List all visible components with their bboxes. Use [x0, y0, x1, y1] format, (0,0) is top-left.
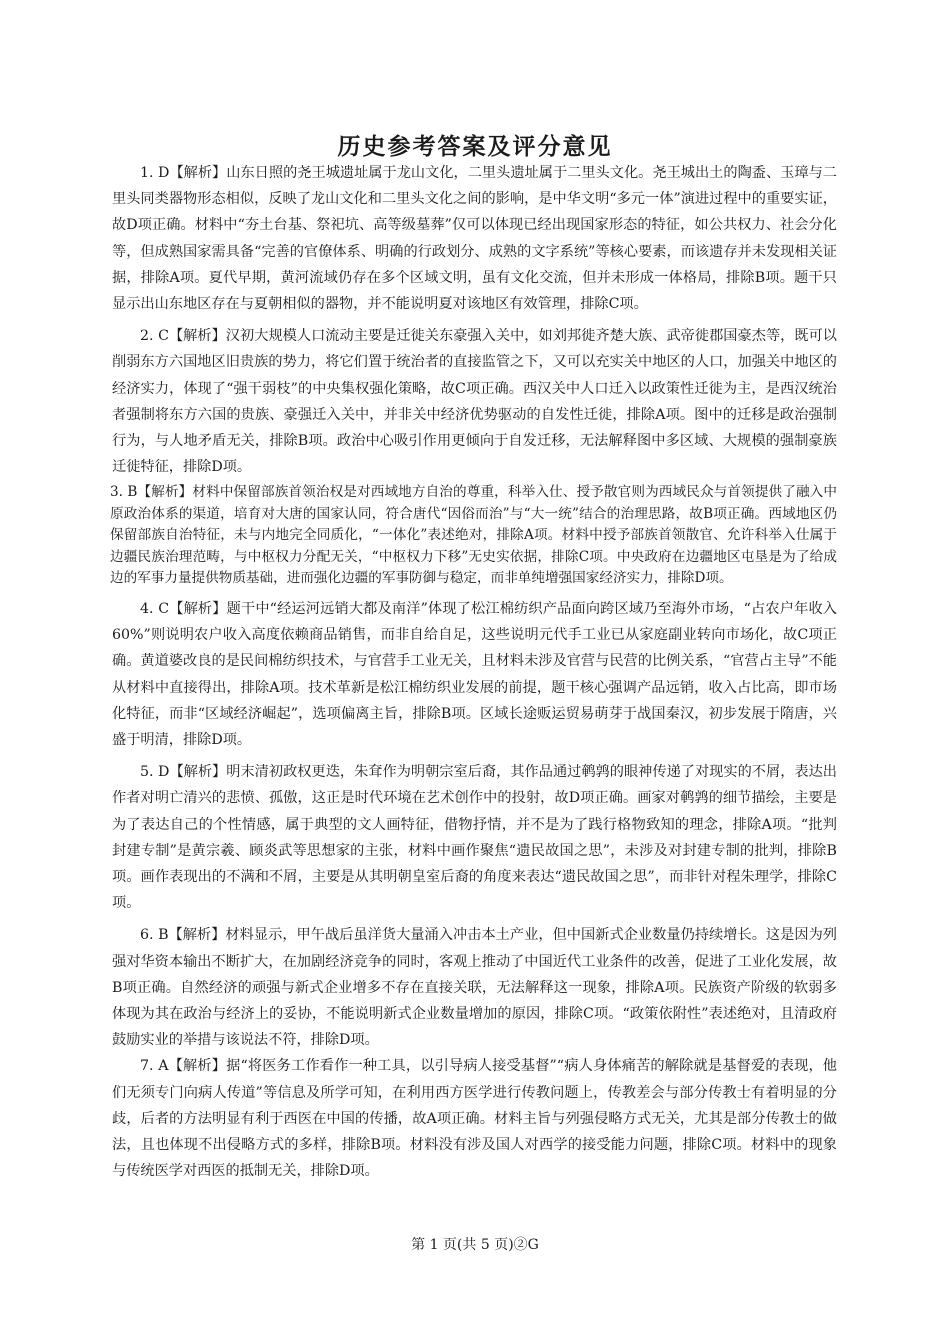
answer-3: 3. B【解析】材料中保留部族首领治权是对西域地方自治的尊重，科举入仕、授予散官则为西域民众与首领提供了融入中原政治体系的渠道，培育对大唐的国家认同，符合唐代“因俗而治”与“大一统”结合的治理思路，故B项正确。西域地区仍保留部族自治特征，未与内地完全同质化，“一体化”表述绝对，排除A项。材料中授予部族首领散官、允许科举入仕属于边疆民族治理范畴，与中枢权力分配无关，“中枢权力下移”无史实依据，排除C项。中央政府在边疆地区屯垦是为了给成边的军事力量提供物质基础，进而强化边疆的军事防御与稳定，而非单纯增强国家经济实力，排除D项。	[110, 484, 837, 587]
page-title: 历史参考答案及评分意见	[337, 134, 613, 160]
answer-6: 6. B【解析】材料显示，甲午战后虽洋货大量涌入冲击本土产业，但中国新式企业数量仍持续增长。这是因为列强对华资本输出不断扩大，在加剧经济竞争的同时，客观上推动了中国近代工业条件的改善，促进了工业化发展，故B项正确。自然经济的顽强与新式企业增多不存在直接关联，无法解释这一现象，排除A项。民族资产阶级的软弱多体现为其在政治与经济上的妥协，不能说明新式企业数量增加的原因，排除C项。“政策依附性”表述绝对，且清政府鼓励实业的举措与该说法不符，排除D项。	[112, 927, 837, 1049]
answer-4: 4. C【解析】题干中“经运河远销大都及南洋”体现了松江棉纺织产品面向跨区域乃至海外市场，“占农户年收入60%”则说明农户收入高度依赖商品销售，而非自给自足，这些说明元代手工业已从家庭副业转向市场化，故C项正确。黄道婆改良的是民间棉纺织技术，与官营手工业无关，且材料未涉及官营与民营的比例关系，“官营占主导”不能从材料中直接得出，排除A项。技术革新是松江棉纺织业发展的前提，题干核心强调产品远销，收入占比高，即市场化特征，而非“区域经济崛起”，选项偏离主旨，排除B项。区域长途贩运贸易萌芽于战国秦汉，初步发展于隋唐，兴盛于明清，排除D项。	[112, 600, 837, 748]
answer-1: 1. D【解析】山东日照的尧王城遗址属于龙山文化，二里头遗址属于二里头文化。尧王城出土的陶盉、玉璋与二里头同类器物形态相似，反映了龙山文化和二里头文化之间的影响，是中华文明“多元一体”演进过程中的重要实证，故D项正确。材料中“夯土台基、祭祀坑、高等级墓葬”仅可以体现已经出现国家形态的特征，如公共权力、社会分化等，但成熟国家需具备“完善的官僚体系、明确的行政划分、成熟的文字系统”等核心要素，而该遗存并未发现相关证据，排除A项。夏代早期，黄河流域仍存在多个区域文明，虽有文化交流，但并未形成一体格局，排除B项。题干只显示出山东地区存在与夏朝相似的器物，并不能说明夏对该地区有效管理，排除C项。	[112, 165, 837, 313]
answer-2: 2. C【解析】汉初大规模人口流动主要是迁徙关东豪强入关中，如刘邦徙齐楚大族、武帝徙郡国豪杰等，既可以削弱东方六国地区旧贵族的势力，将它们置于统治者的直接监管之下，又可以充实关中地区的人口，加强关中地区的经济实力，体现了“强干弱枝”的中央集权强化策略，故C项正确。西汉关中人口迁入以政策性迁徙为主，是西汉统治者强制将东方六国的贵族、豪强迁入关中，并非关中经济优势驱动的自发性迁徙，排除A项。图中的迁移是政治强制行为，与人地矛盾无关，排除B项。政治中心吸引作用更倾向于自发迁移，无法解释图中多区域、大规模的强制豪族迁徙特征，排除D项。	[112, 328, 837, 476]
answer-5: 5. D【解析】明末清初政权更迭，朱耷作为明朝宗室后裔，其作品通过鹌鹑的眼神传递了对现实的不屑，表达出作者对明亡清兴的悲愤、孤傲，这正是时代环境在艺术创作中的投射，故D项正确。画家对鹌鹑的细节描绘，主要是为了表达自己的个性情感，属于典型的文人画特征，借物抒情，并不是为了践行格物致知的理念，排除A项。“批判封建专制”是黄宗羲、顾炎武等思想家的主张，材料中画作聚焦“遗民故国之思”，未涉及对封建专制的批判，排除B项。画作表现出的不满和不屑，主要是从其明朝皇室后裔的角度来表达“遗民故国之思”，而非针对程朱理学，排除C项。	[112, 764, 837, 912]
page-footer: 第 1 页(共 5 页)②G	[411, 1237, 539, 1253]
answer-7: 7. A【解析】据“将医务工作看作一种工具，以引导病人接受基督”“病人身体痛苦的解除就是基督爱的表现，他们无须专门向病人传道”等信息及所学可知，在利用西方医学进行传教问题上，传教差会与部分传教士有着明显的分歧，后者的方法明显有利于西医在中国的传播，故A项正确。材料主旨与列强侵略方式无关，尤其是部分传教士的做法，且也体现不出侵略方式的多样，排除B项。材料没有涉及国人对西学的接受能力问题，排除C项。材料中的现象与传统医学对西医的抵制无关，排除D项。	[112, 1058, 837, 1180]
answers-body	[112, 160, 837, 1184]
